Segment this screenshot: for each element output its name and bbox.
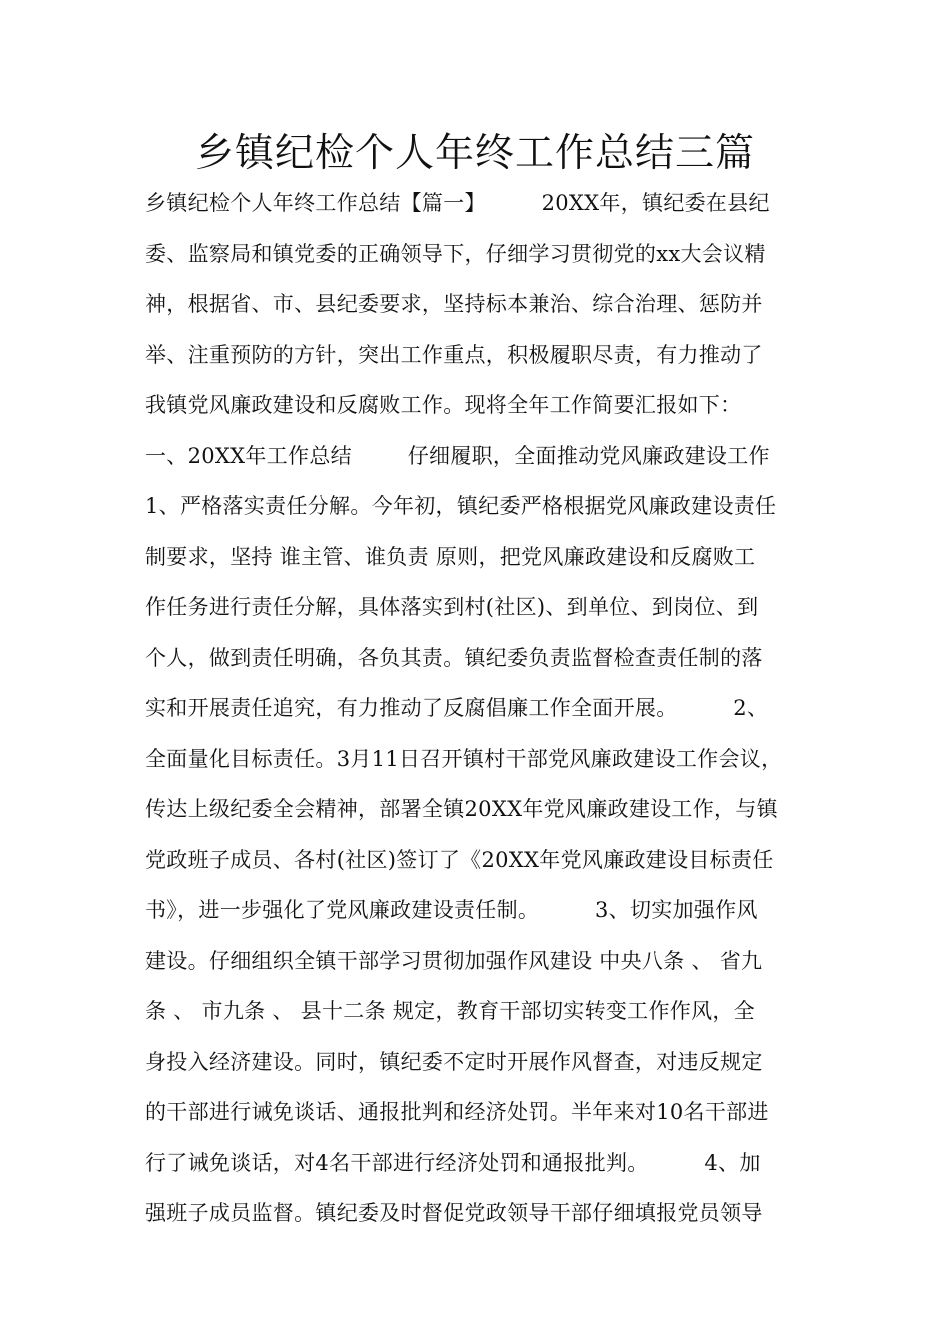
body-line: 个人，做到责任明确，各负其责。镇纪委负责监督检查责任制的落 — [145, 645, 763, 670]
body-line: 我镇党风廉政建设和反腐败工作。现将全年工作简要汇报如下： — [145, 393, 742, 417]
body-line: 条 、 市九条 、 县十二条 规定，教育干部切实转变工作作风，全 — [145, 999, 755, 1023]
body-line: 1、严格落实责任分解。今年初，镇纪委严格根据党风廉政建设责任 — [145, 494, 777, 518]
body-line: 强班子成员监督。镇纪委及时督促党政领导干部仔细填报党员领导 — [145, 1201, 763, 1225]
body-line: 乡镇纪检个人年终工作总结【篇一】 20XX年，镇纪委在县纪 — [145, 191, 770, 215]
body-line: 党政班子成员、各村(社区)签订了《20XX年党风廉政建设目标责任 — [145, 847, 774, 872]
body-line: 一、20XX年工作总结 仔细履职，全面推动党风廉政建设工作 — [145, 443, 770, 468]
body-line: 实和开展责任追究，有力推动了反腐倡廉工作全面开展。 2、 — [145, 696, 769, 720]
document-title: 乡镇纪检个人年终工作总结三篇 — [194, 131, 755, 176]
body-line: 书》，进一步强化了党风廉政建设责任制。 3、切实加强作风 — [145, 898, 758, 922]
body-line: 委、监察局和镇党委的正确领导下，仔细学习贯彻党的xx大会议精 — [145, 241, 766, 266]
body-line: 神，根据省、市、县纪委要求，坚持标本兼治、综合治理、惩防并 — [145, 292, 763, 316]
document-body — [145, 178, 825, 1239]
body-line: 制要求，坚持 谁主管、谁负责 原则，把党风廉政建设和反腐败工 — [145, 544, 756, 569]
body-line: 全面量化目标责任。3月11日召开镇村干部党风廉政建设工作会议， — [145, 746, 783, 771]
body-line: 建设。仔细组织全镇干部学习贯彻加强作风建设 中央八条 、 省九 — [145, 948, 763, 973]
body-line: 传达上级纪委全会精神，部署全镇20XX年党风廉政建设工作，与镇 — [145, 797, 778, 821]
body-line: 的干部进行诫免谈话、通报批判和经济处罚。半年来对10名干部进 — [145, 1100, 769, 1124]
body-line: 行了诫免谈话，对4名干部进行经济处罚和通报批判。 4、加 — [145, 1150, 761, 1175]
body-line: 举、注重预防的方针，突出工作重点，积极履职尽责，有力推动了 — [145, 342, 763, 367]
body-line: 作任务进行责任分解，具体落实到村(社区)、到单位、到岗位、到 — [145, 595, 759, 619]
body-line: 身投入经济建设。同时，镇纪委不定时开展作风督查，对违反规定 — [145, 1049, 763, 1074]
